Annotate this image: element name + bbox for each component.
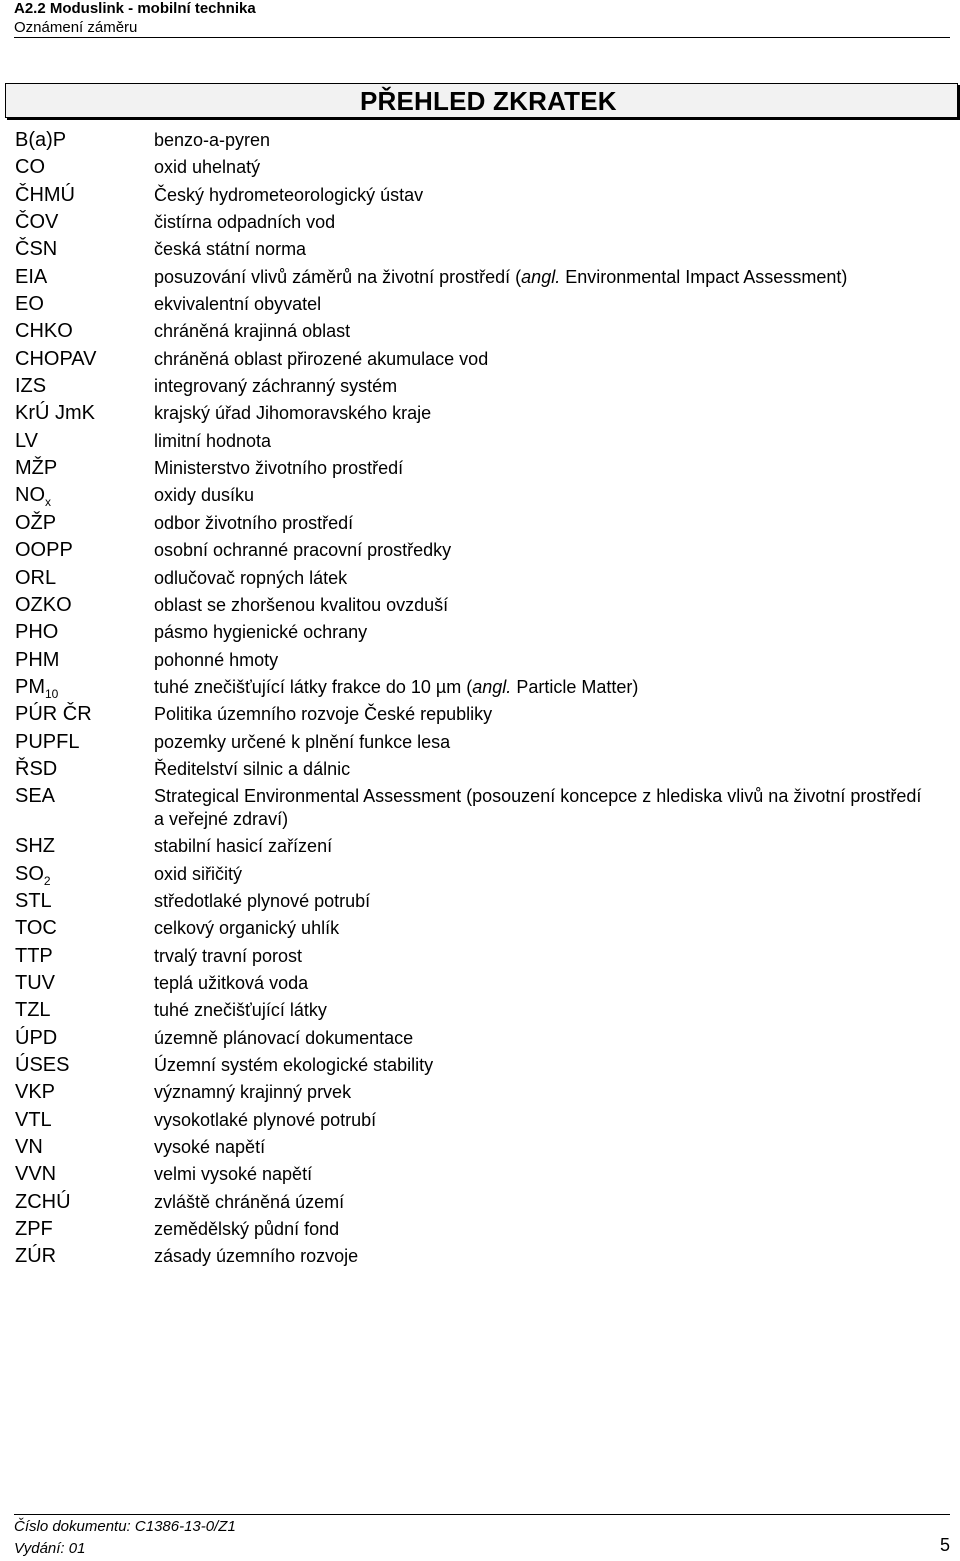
abbreviation-term-text: VN (15, 1136, 43, 1159)
abbreviation-row (0, 291, 960, 318)
definition-text: odlučovač ropných látek (154, 567, 348, 588)
definition-italic-text: angl. (472, 676, 512, 697)
abbreviation-row (0, 701, 960, 728)
abbreviation-term-text: PM (15, 675, 45, 698)
abbreviation-term (15, 1107, 52, 1134)
abbreviation-term (15, 236, 57, 263)
definition-text: vysokotlaké plynové potrubí (154, 1109, 377, 1130)
abbreviation-row (0, 428, 960, 455)
abbreviation-term (15, 592, 72, 619)
abbreviation-definition (154, 783, 934, 831)
abbreviation-term-text: SHZ (15, 835, 55, 858)
abbreviation-term (15, 291, 44, 318)
abbreviation-definition (154, 1052, 934, 1077)
abbreviation-definition (154, 674, 934, 699)
abbreviation-row (0, 861, 960, 888)
abbreviation-row (0, 943, 960, 970)
abbreviation-term (15, 970, 55, 997)
abbreviation-row (0, 318, 960, 345)
definition-text: pásmo hygienické ochrany (154, 622, 368, 643)
abbreviation-term (15, 264, 47, 291)
abbreviation-term-text: ZCHÚ (15, 1190, 71, 1213)
abbreviation-term (15, 619, 58, 646)
abbreviation-row (0, 373, 960, 400)
abbreviation-term-text: VKP (15, 1081, 56, 1104)
abbreviation-definition (154, 346, 934, 371)
abbreviation-row (0, 647, 960, 674)
abbreviation-term-text: CO (15, 156, 45, 179)
abbreviation-row (0, 756, 960, 783)
definition-text: oblast se zhoršenou kvalitou ovzduší (154, 594, 449, 615)
abbreviation-definition (154, 1216, 934, 1241)
abbreviation-term-text: LV (15, 429, 38, 452)
abbreviation-definition (154, 236, 934, 261)
abbreviation-term (15, 1243, 56, 1270)
abbreviation-row (0, 510, 960, 537)
abbreviation-term-text: ČOV (15, 211, 59, 234)
abbreviation-definition (154, 861, 934, 886)
abbreviation-row (0, 236, 960, 263)
definition-text: vysoké napětí (154, 1137, 266, 1158)
abbreviation-definition (154, 619, 934, 644)
abbreviation-term (15, 346, 97, 373)
abbreviation-term (15, 428, 38, 455)
abbreviation-term (15, 127, 66, 154)
abbreviation-term (15, 1052, 69, 1079)
abbreviation-term (15, 537, 73, 564)
abbreviation-row (0, 537, 960, 564)
abbreviation-definition (154, 997, 934, 1022)
abbreviation-subscript: x (45, 495, 51, 510)
abbreviation-term (15, 1216, 53, 1243)
definition-text: tuhé znečišťující látky (154, 1000, 327, 1021)
definition-text: Strategical Environmental Assessment (posouzení koncepce z hlediska vlivů na životní prostředí a veřejné zdraví) (154, 786, 922, 830)
abbreviation-definition (154, 592, 934, 617)
abbreviation-row (0, 619, 960, 646)
abbreviation-term-text: EIA (15, 265, 48, 288)
abbreviation-definition (154, 1025, 934, 1050)
footer-doc-number: Číslo dokumentu: C1386-13-0/Z1 (14, 1518, 236, 1535)
abbreviation-definition (154, 1189, 934, 1214)
abbreviation-term (15, 833, 55, 860)
definition-text: teplá užitková voda (154, 972, 309, 993)
abbreviation-row (0, 1079, 960, 1106)
abbreviation-row (0, 592, 960, 619)
abbreviation-row (0, 1134, 960, 1161)
abbreviation-row (0, 1216, 960, 1243)
definition-text: česká státní norma (154, 239, 307, 260)
definition-text: stabilní hasicí zařízení (154, 836, 333, 857)
definition-text: limitní hodnota (154, 430, 272, 451)
definition-italic-text: angl. (521, 266, 561, 287)
abbreviation-definition (154, 127, 934, 152)
abbreviation-term (15, 1025, 57, 1052)
definition-text: tuhé znečišťující látky frakce do 10 µm ( (154, 676, 473, 697)
abbreviation-definition (154, 537, 934, 562)
abbreviation-definition (154, 428, 934, 453)
definition-text: Územní systém ekologické stability (154, 1055, 434, 1075)
abbreviation-term (15, 455, 57, 482)
page-header (14, 0, 950, 37)
definition-text: pozemky určené k plnění funkce lesa (154, 731, 451, 752)
abbreviation-row (0, 1052, 960, 1079)
abbreviation-row (0, 209, 960, 236)
definition-text: oxid siřičitý (154, 863, 243, 884)
section-title-box (5, 83, 958, 118)
definition-text: středotlaké plynové potrubí (154, 890, 371, 911)
definition-text: pohonné hmoty (154, 649, 279, 670)
definition-text: posuzování vlivů záměrů na životní prostředí ( (154, 266, 522, 287)
abbreviation-term (15, 783, 55, 810)
definition-text: ekvivalentní obyvatel (154, 294, 322, 315)
definition-text-continued: Environmental Impact Assessment) (560, 266, 848, 287)
abbreviation-row (0, 970, 960, 997)
page-number: 5 (939, 1535, 950, 1555)
abbreviation-row (0, 154, 960, 181)
abbreviation-term-text: ÚPD (15, 1026, 58, 1049)
definition-text: zvláště chráněná území (154, 1191, 345, 1212)
definition-text: územně plánovací dokumentace (154, 1027, 414, 1048)
abbreviation-term-text: SO (15, 862, 44, 885)
abbreviation-definition (154, 1134, 934, 1159)
abbreviation-row (0, 1107, 960, 1134)
abbreviation-term (15, 154, 45, 181)
abbreviation-term (15, 647, 59, 674)
abbreviation-term-text: OZKO (15, 593, 72, 616)
abbreviation-term-text: PÚR ČR (15, 703, 92, 726)
abbreviation-row (0, 565, 960, 592)
abbreviation-term (15, 701, 92, 728)
definition-text: oxidy dusíku (154, 485, 255, 506)
abbreviation-row (0, 1243, 960, 1270)
abbreviation-term (15, 729, 79, 756)
abbreviation-term-text: ČHMÚ (15, 183, 75, 206)
definition-text: benzo-a-pyren (154, 130, 271, 150)
abbreviation-definition (154, 1161, 934, 1186)
abbreviation-term (15, 209, 58, 236)
abbreviation-term-text: STL (15, 889, 52, 912)
abbreviation-term-text: OŽP (15, 511, 57, 534)
definition-text: celkový organický uhlík (154, 918, 340, 939)
abbreviation-term (15, 565, 56, 592)
definition-text-continued: Particle Matter) (511, 676, 639, 697)
abbreviation-definition (154, 833, 934, 858)
abbreviation-definition (154, 510, 934, 535)
abbreviation-row (0, 455, 960, 482)
abbreviation-row (0, 915, 960, 942)
abbreviation-definition (154, 970, 934, 995)
abbreviation-row (0, 888, 960, 915)
definition-text: Český hydrometeorologický ústav (154, 184, 424, 205)
abbreviation-term (15, 318, 73, 345)
definition-text: chráněná oblast přirozené akumulace vod (154, 348, 489, 369)
abbreviation-subscript: 2 (43, 873, 51, 888)
abbreviation-term-text: VVN (15, 1163, 57, 1186)
abbreviation-term (15, 182, 75, 209)
abbreviation-row (0, 482, 960, 509)
footer-divider (14, 1514, 950, 1515)
abbreviation-term-text: B(a)P (15, 129, 67, 151)
abbreviation-term-text: ČSN (15, 238, 58, 261)
abbreviation-definition (154, 182, 934, 207)
definition-text: odbor životního prostředí (154, 512, 354, 533)
header-divider (14, 37, 950, 38)
abbreviation-term (15, 915, 57, 942)
abbreviation-subscript: 10 (45, 686, 59, 701)
definition-text: čistírna odpadních vod (154, 212, 336, 233)
abbreviation-definition (154, 291, 934, 316)
abbreviation-definition (154, 756, 934, 781)
definition-text: krajský úřad Jihomoravského kraje (154, 403, 432, 424)
abbreviation-term-text: SEA (15, 785, 56, 808)
abbreviation-row (0, 182, 960, 209)
abbreviation-definition (154, 373, 934, 398)
definition-text: trvalý travní porost (154, 945, 303, 966)
header-project-title: A2.2 Moduslink - mobilní technika (14, 0, 256, 17)
abbreviation-term (15, 373, 46, 400)
abbreviation-row (0, 1025, 960, 1052)
abbreviation-definition (154, 1243, 934, 1268)
abbreviation-term (15, 482, 51, 511)
definition-text: oxid uhelnatý (154, 157, 261, 178)
abbreviation-term (15, 1079, 55, 1106)
abbreviation-term-text: CHOPAV (15, 347, 97, 370)
abbreviation-term (15, 1189, 71, 1216)
abbreviation-term-text: ÚSES (15, 1054, 70, 1076)
abbreviation-row (0, 783, 960, 833)
definition-text: Ministerstvo životního prostředí (154, 458, 404, 479)
abbreviation-row (0, 1161, 960, 1188)
abbreviation-term (15, 400, 95, 427)
abbreviation-term-text: KrÚ JmK (15, 402, 95, 425)
abbreviation-term-text: ŘSD (15, 757, 58, 780)
abbreviation-term-text: MŽP (15, 457, 58, 480)
abbreviation-definition (154, 565, 934, 590)
abbreviation-definition (154, 264, 934, 289)
definition-text: integrovaný záchranný systém (154, 376, 398, 397)
abbreviation-definition (154, 318, 934, 343)
abbreviation-term-text: ORL (15, 566, 57, 589)
abbreviation-definition (154, 154, 934, 179)
abbreviation-term (15, 861, 51, 890)
abbreviation-definition (154, 943, 934, 968)
abbreviation-term (15, 888, 52, 915)
abbreviation-term-text: TOC (15, 917, 57, 940)
section-title: PŘEHLED ZKRATEK (360, 86, 617, 116)
abbreviation-term-text: ZPF (15, 1218, 53, 1241)
definition-text: zásady územního rozvoje (154, 1246, 359, 1267)
abbreviation-definition (154, 455, 934, 480)
abbreviation-term-text: EO (15, 293, 44, 316)
abbreviation-term (15, 1161, 56, 1188)
abbreviation-definition (154, 1107, 934, 1132)
header-document-type: Oznámení záměru (14, 19, 138, 36)
abbreviation-term-text: PHM (15, 648, 60, 671)
abbreviation-term-text: TZL (15, 999, 51, 1022)
definition-text: chráněná krajinná oblast (154, 321, 351, 342)
definition-text: osobní ochranné pracovní prostředky (154, 540, 452, 561)
abbreviation-definition (154, 701, 934, 726)
definition-text: významný krajinný prvek (154, 1082, 352, 1103)
abbreviation-definition (154, 209, 934, 234)
definition-text: velmi vysoké napětí (154, 1164, 313, 1185)
abbreviation-row (0, 346, 960, 373)
abbreviation-term-text: OOPP (15, 539, 73, 562)
abbreviation-term-text: ZÚR (15, 1245, 57, 1268)
abbreviation-row (0, 1189, 960, 1216)
abbreviation-row (0, 833, 960, 860)
abbreviation-term (15, 510, 56, 537)
abbreviation-row (0, 127, 960, 154)
abbreviation-row (0, 674, 960, 701)
abbreviation-list (0, 127, 960, 1271)
abbreviation-definition (154, 1079, 934, 1104)
abbreviation-definition (154, 482, 934, 507)
abbreviation-definition (154, 400, 934, 425)
abbreviation-row (0, 997, 960, 1024)
abbreviation-term-text: IZS (15, 375, 47, 398)
abbreviation-definition (154, 888, 934, 913)
abbreviation-term (15, 997, 51, 1024)
abbreviation-definition (154, 647, 934, 672)
definition-text: zemědělský půdní fond (154, 1219, 340, 1240)
abbreviation-term-text: PHO (15, 621, 59, 644)
abbreviation-term (15, 943, 53, 970)
abbreviation-term (15, 756, 57, 783)
abbreviation-term-text: TUV (15, 971, 55, 994)
definition-text: Ředitelství silnic a dálnic (154, 758, 351, 779)
abbreviation-term-text: CHKO (15, 320, 73, 343)
abbreviation-definition (154, 729, 934, 754)
abbreviation-row (0, 400, 960, 427)
abbreviation-term-text: VTL (15, 1108, 52, 1131)
definition-text: Politika územního rozvoje České republiky (154, 704, 493, 725)
page-footer (14, 1517, 236, 1561)
abbreviation-term (15, 674, 58, 703)
abbreviation-row (0, 264, 960, 291)
abbreviation-term-text: NO (15, 484, 45, 507)
abbreviation-term (15, 1134, 43, 1161)
abbreviation-definition (154, 915, 934, 940)
abbreviation-term-text: TTP (15, 944, 53, 967)
abbreviation-term-text: PUPFL (15, 730, 80, 753)
abbreviation-row (0, 729, 960, 756)
footer-edition: Vydání: 01 (14, 1540, 86, 1557)
